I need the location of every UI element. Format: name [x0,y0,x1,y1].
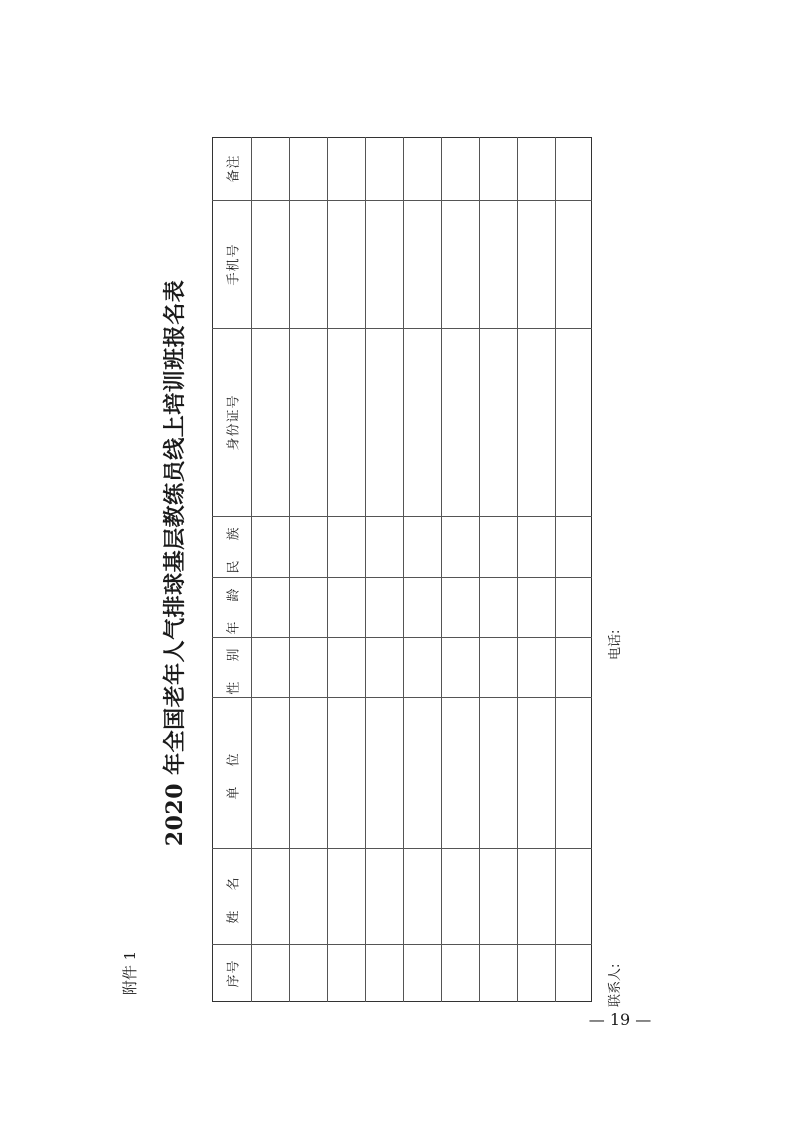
header-cell-ethnicity: 民 族 [226,519,242,574]
header-cell-phone: 手机号 [226,242,242,286]
header-cell-id-number: 身份证号 [226,393,242,451]
table-divider [441,137,442,1002]
contact-person-label: 联系人: [608,963,623,1007]
table-divider [365,137,366,1002]
registration-table [212,137,592,1002]
table-divider [479,137,480,1002]
table-divider [403,137,404,1002]
header-cell-seq: 序号 [226,958,242,988]
table-divider [212,200,592,201]
header-cell-unit: 单 位 [226,745,242,800]
table-divider [251,137,252,1002]
table-divider [555,137,556,1002]
header-cell-age: 年 龄 [226,579,242,635]
header-cell-remarks: 备注 [226,154,242,183]
table-divider [212,848,592,849]
table-divider [212,637,592,638]
contact-phone-label: 电话: [608,629,623,660]
table-divider [327,137,328,1002]
attachment-label: 附件 1 [121,950,139,996]
table-divider [212,697,592,698]
header-cell-gender: 性 别 [226,639,242,695]
page-number: — 19 — [588,1010,652,1029]
table-divider [289,137,290,1002]
table-divider [212,328,592,329]
document-title: 2020 年全国老年人气排球基层教练员线上培训班报名表 [162,279,188,847]
table-divider [517,137,518,1002]
table-divider [212,577,592,578]
table-divider [212,516,592,517]
table-divider [212,944,592,945]
header-cell-name: 姓 名 [226,868,242,924]
